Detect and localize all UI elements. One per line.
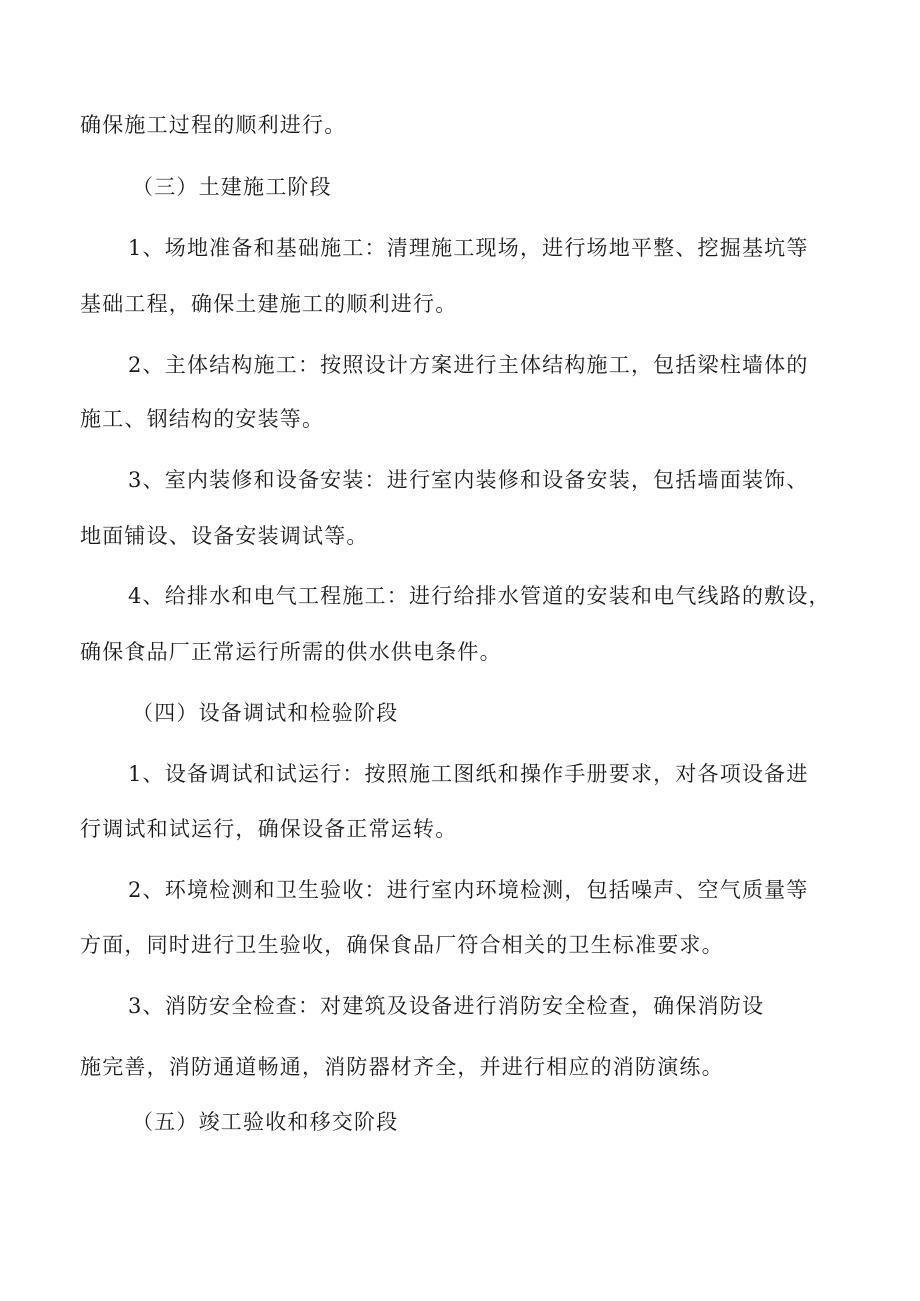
- list-item-4-2: 2、环境检测和卫生验收：进行室内环境检测，包括噪声、空气质量等: [128, 878, 809, 902]
- list-item-3-2: 2、主体结构施工：按照设计方案进行主体结构施工，包括梁柱墙体的: [128, 353, 809, 377]
- list-item-3-2-cont: 施工、钢结构的安装等。: [80, 407, 325, 431]
- text-line-continuation: 确保施工过程的顺利进行。: [80, 113, 347, 137]
- list-item-3-4: 4、给排水和电气工程施工：进行给排水管道的安装和电气线路的敷设，: [128, 584, 831, 608]
- list-item-4-1: 1、设备调试和试运行：按照施工图纸和操作手册要求，对各项设备进: [128, 762, 809, 786]
- list-item-3-1-cont: 基础工程，确保土建施工的顺利进行。: [80, 292, 458, 316]
- section-heading-5: （五）竣工验收和移交阶段: [132, 1110, 399, 1134]
- list-item-3-4-cont: 确保食品厂正常运行所需的供水供电条件。: [80, 640, 502, 664]
- list-item-4-2-cont: 方面，同时进行卫生验收，确保食品厂符合相关的卫生标准要求。: [80, 933, 724, 957]
- list-item-3-3: 3、室内装修和设备安装：进行室内装修和设备安装，包括墙面装饰、: [128, 468, 809, 492]
- list-item-4-3-cont: 施完善，消防通道畅通，消防器材齐全，并进行相应的消防演练。: [80, 1055, 724, 1079]
- list-item-3-1: 1、场地准备和基础施工：清理施工现场，进行场地平整、挖掘基坑等: [128, 236, 809, 260]
- section-heading-4: （四）设备调试和检验阶段: [132, 701, 399, 725]
- list-item-4-3: 3、消防安全检查：对建筑及设备进行消防安全检查，确保消防设: [128, 994, 765, 1018]
- section-heading-3: （三）土建施工阶段: [132, 175, 332, 199]
- list-item-3-3-cont: 地面铺设、设备安装调试等。: [80, 524, 369, 548]
- list-item-4-1-cont: 行调试和试运行，确保设备正常运转。: [80, 817, 458, 841]
